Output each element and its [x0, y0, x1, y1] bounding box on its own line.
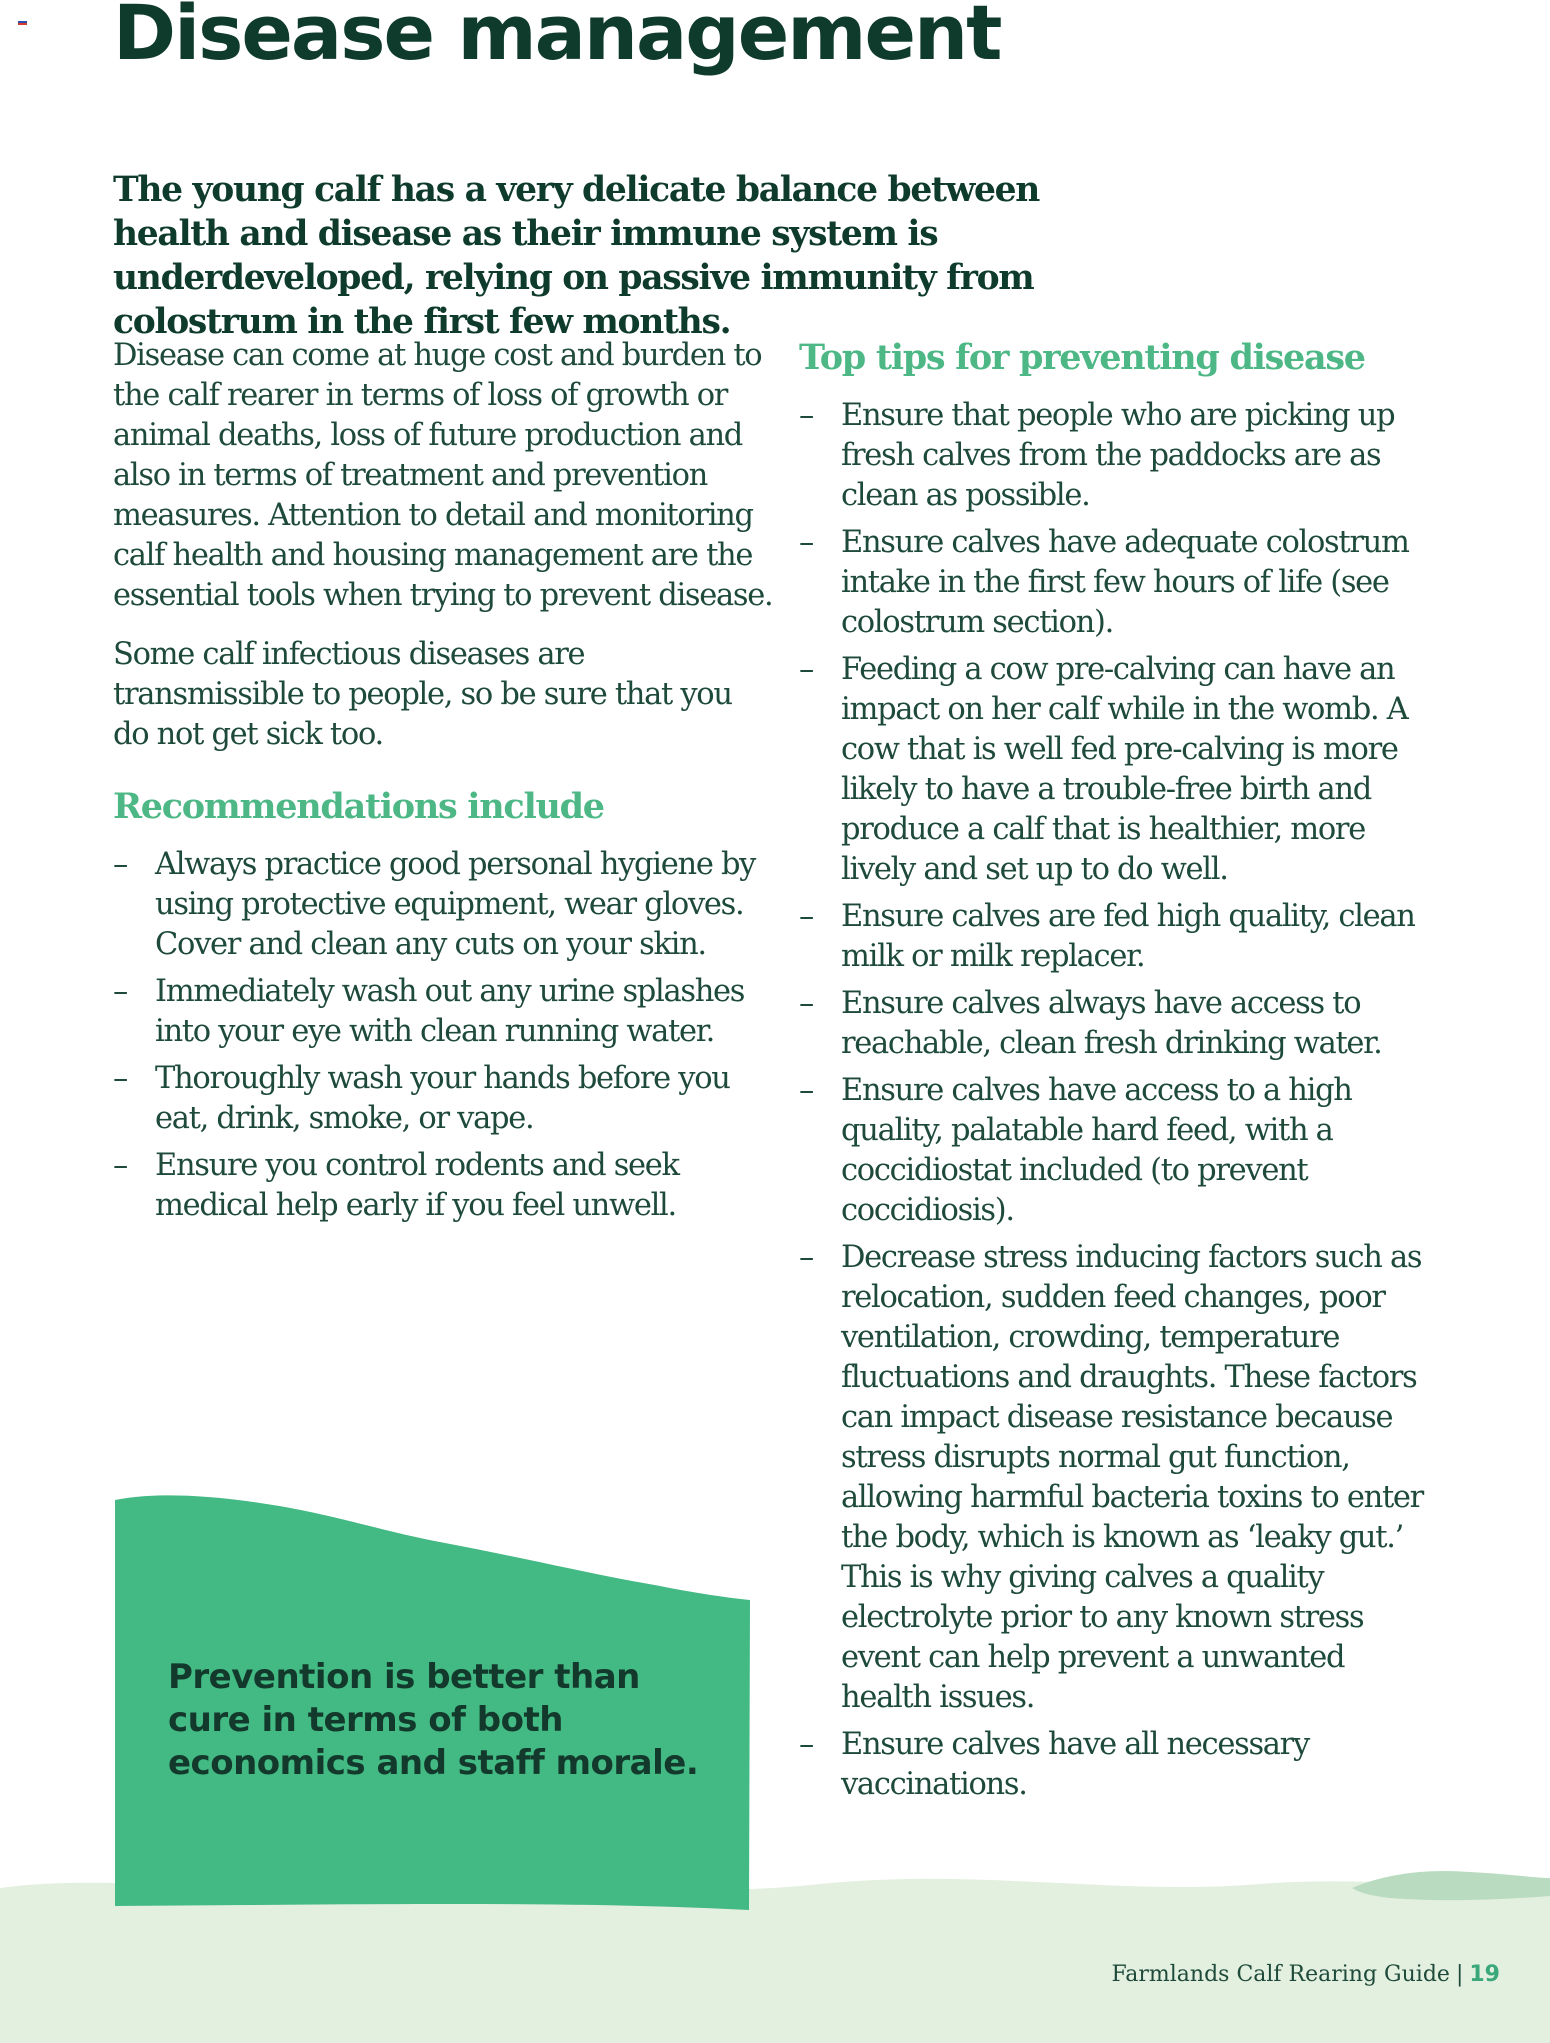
flag-icon [18, 21, 27, 26]
list-item [799, 523, 1439, 643]
list-item-text: Always practice good personal hygiene by using protective equipment, wear gloves. Cover and clean any cuts on your skin. [155, 847, 756, 962]
recommendations-list [113, 845, 773, 1226]
list-item [799, 1238, 1439, 1718]
page-footer [1000, 1962, 1500, 1987]
dash-marker: – [799, 899, 813, 934]
list-item [113, 845, 773, 965]
hill-accent [1352, 1871, 1550, 1900]
dash-marker: – [113, 1148, 127, 1183]
list-item-text: Thoroughly wash your hands before you eat, drink, smoke, or vape. [155, 1061, 730, 1136]
list-item [799, 984, 1439, 1064]
dash-marker: – [113, 974, 127, 1009]
list-item [113, 1059, 773, 1139]
intro-paragraph: The young calf has a very delicate balance between health and disease as their immune system is underdeveloped, relying on passive immunity from colostrum in the first few months. [113, 170, 1040, 342]
dash-marker: – [799, 986, 813, 1021]
dash-marker: – [799, 652, 813, 687]
list-item [799, 1725, 1439, 1805]
list-item-text: Ensure calves have access to a high quality, palatable hard feed, with a coccidiostat included (to prevent coccidiosis). [841, 1073, 1352, 1228]
list-item [799, 1071, 1439, 1231]
list-item-text: Ensure that people who are picking up fresh calves from the paddocks are as clean as possible. [841, 398, 1395, 513]
list-item [799, 396, 1439, 516]
page-title: Disease management [113, 0, 1001, 77]
top-tips-list [799, 396, 1439, 1805]
footer-separator: | [1455, 1962, 1464, 1987]
list-item-text: Ensure calves have all necessary vaccinations. [841, 1727, 1309, 1802]
page-number: 19 [1469, 1962, 1500, 1987]
dash-marker: – [799, 1073, 813, 1108]
dash-marker: – [113, 1061, 127, 1096]
top-tips-heading: Top tips for preventing disease [799, 337, 1365, 378]
left-column [113, 336, 773, 1233]
list-item-text: Ensure calves have adequate colostrum intake in the first few hours of life (see colostrum section). [841, 525, 1409, 640]
list-item-text: Ensure calves are fed high quality, clean milk or milk replacer. [841, 899, 1415, 974]
list-item-text: Immediately wash out any urine splashes into your eye with clean running water. [155, 974, 745, 1049]
publication-name: Farmlands Calf Rearing Guide [1111, 1962, 1450, 1987]
list-item-text: Feeding a cow pre-calving can have an impact on her calf while in the womb. A cow that is well fed pre-calving is more likely to have a trouble-free birth and produce a calf that is healthier, more lively and set up to do well. [841, 652, 1408, 887]
body-paragraph: Disease can come at huge cost and burden to the calf rearer in terms of loss of growth or animal deaths, loss of future production and also in terms of treatment and prevention measures. Attention to detail and monitoring calf health and housing management are the essential tools when trying to prevent disease. [113, 338, 773, 613]
dash-marker: – [799, 398, 813, 433]
list-item-text: Decrease stress inducing factors such as relocation, sudden feed changes, poor ventilation, crowding, temperature fluctuations and draughts. These factors can impact disease resistance because stress disrupts normal gut function, allowing harmful bacteria toxins to enter the body, which is known as ‘leaky gut.’ This is why giving calves a quality electrolyte prior to any known stress event can help prevent a unwanted health issues. [841, 1240, 1423, 1715]
right-column [799, 336, 1439, 1812]
list-item-text: Ensure calves always have access to reachable, clean fresh drinking water. [841, 986, 1382, 1061]
list-item [799, 897, 1439, 977]
recommendations-heading: Recommendations include [113, 786, 604, 827]
body-paragraph: Some calf infectious diseases are transmissible to people, so be sure that you do not get sick too. [113, 637, 732, 752]
callout-text: Prevention is better than cure in terms of both economics and staff morale. [168, 1657, 699, 1783]
dash-marker: – [799, 1727, 813, 1762]
dash-marker: – [113, 847, 127, 882]
dash-marker: – [799, 525, 813, 560]
dash-marker: – [799, 1240, 813, 1275]
list-item-text: Ensure you control rodents and seek medical help early if you feel unwell. [155, 1148, 679, 1223]
list-item [113, 1146, 773, 1226]
list-item [799, 650, 1439, 890]
list-item [113, 972, 773, 1052]
